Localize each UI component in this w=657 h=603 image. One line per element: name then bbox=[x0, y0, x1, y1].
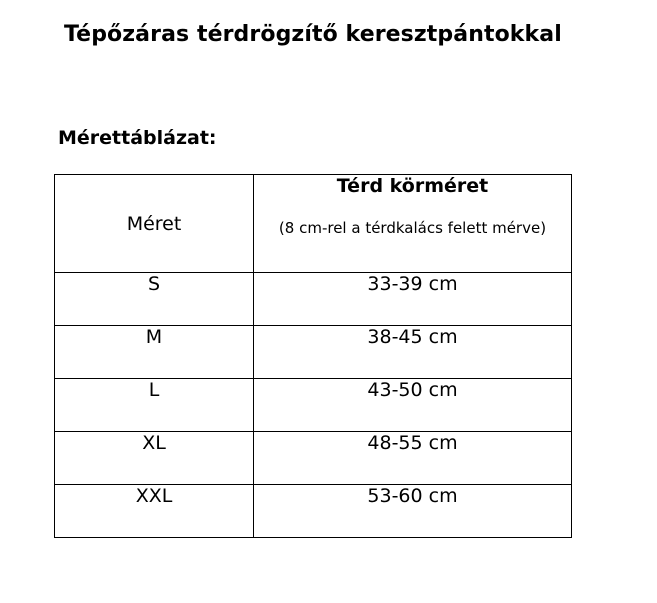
table-row bbox=[55, 379, 572, 432]
range-cell: 53-60 cm bbox=[254, 485, 572, 538]
size-cell: S bbox=[55, 273, 254, 326]
header-measurement-note: (8 cm-rel a térdkalács felett mérve) bbox=[278, 219, 547, 237]
size-cell: L bbox=[55, 379, 254, 432]
document-title: Tépőzáras térdrögzítő keresztpántokkal bbox=[64, 22, 562, 47]
header-knee-circumference-title: Térd körméret bbox=[336, 175, 489, 197]
range-cell: 43-50 cm bbox=[254, 379, 572, 432]
range-cell: 33-39 cm bbox=[254, 273, 572, 326]
table-row bbox=[55, 432, 572, 485]
size-cell: XXL bbox=[55, 485, 254, 538]
size-cell: XL bbox=[55, 432, 254, 485]
size-chart-label: Mérettáblázat: bbox=[58, 127, 217, 149]
range-cell: 48-55 cm bbox=[254, 432, 572, 485]
header-knee-circumference bbox=[254, 175, 572, 273]
size-cell: M bbox=[55, 326, 254, 379]
table-header-row bbox=[55, 175, 572, 273]
range-cell: 38-45 cm bbox=[254, 326, 572, 379]
table-row bbox=[55, 273, 572, 326]
size-table bbox=[54, 174, 572, 538]
table-row bbox=[55, 485, 572, 538]
header-size: Méret bbox=[55, 175, 254, 273]
table-row bbox=[55, 326, 572, 379]
